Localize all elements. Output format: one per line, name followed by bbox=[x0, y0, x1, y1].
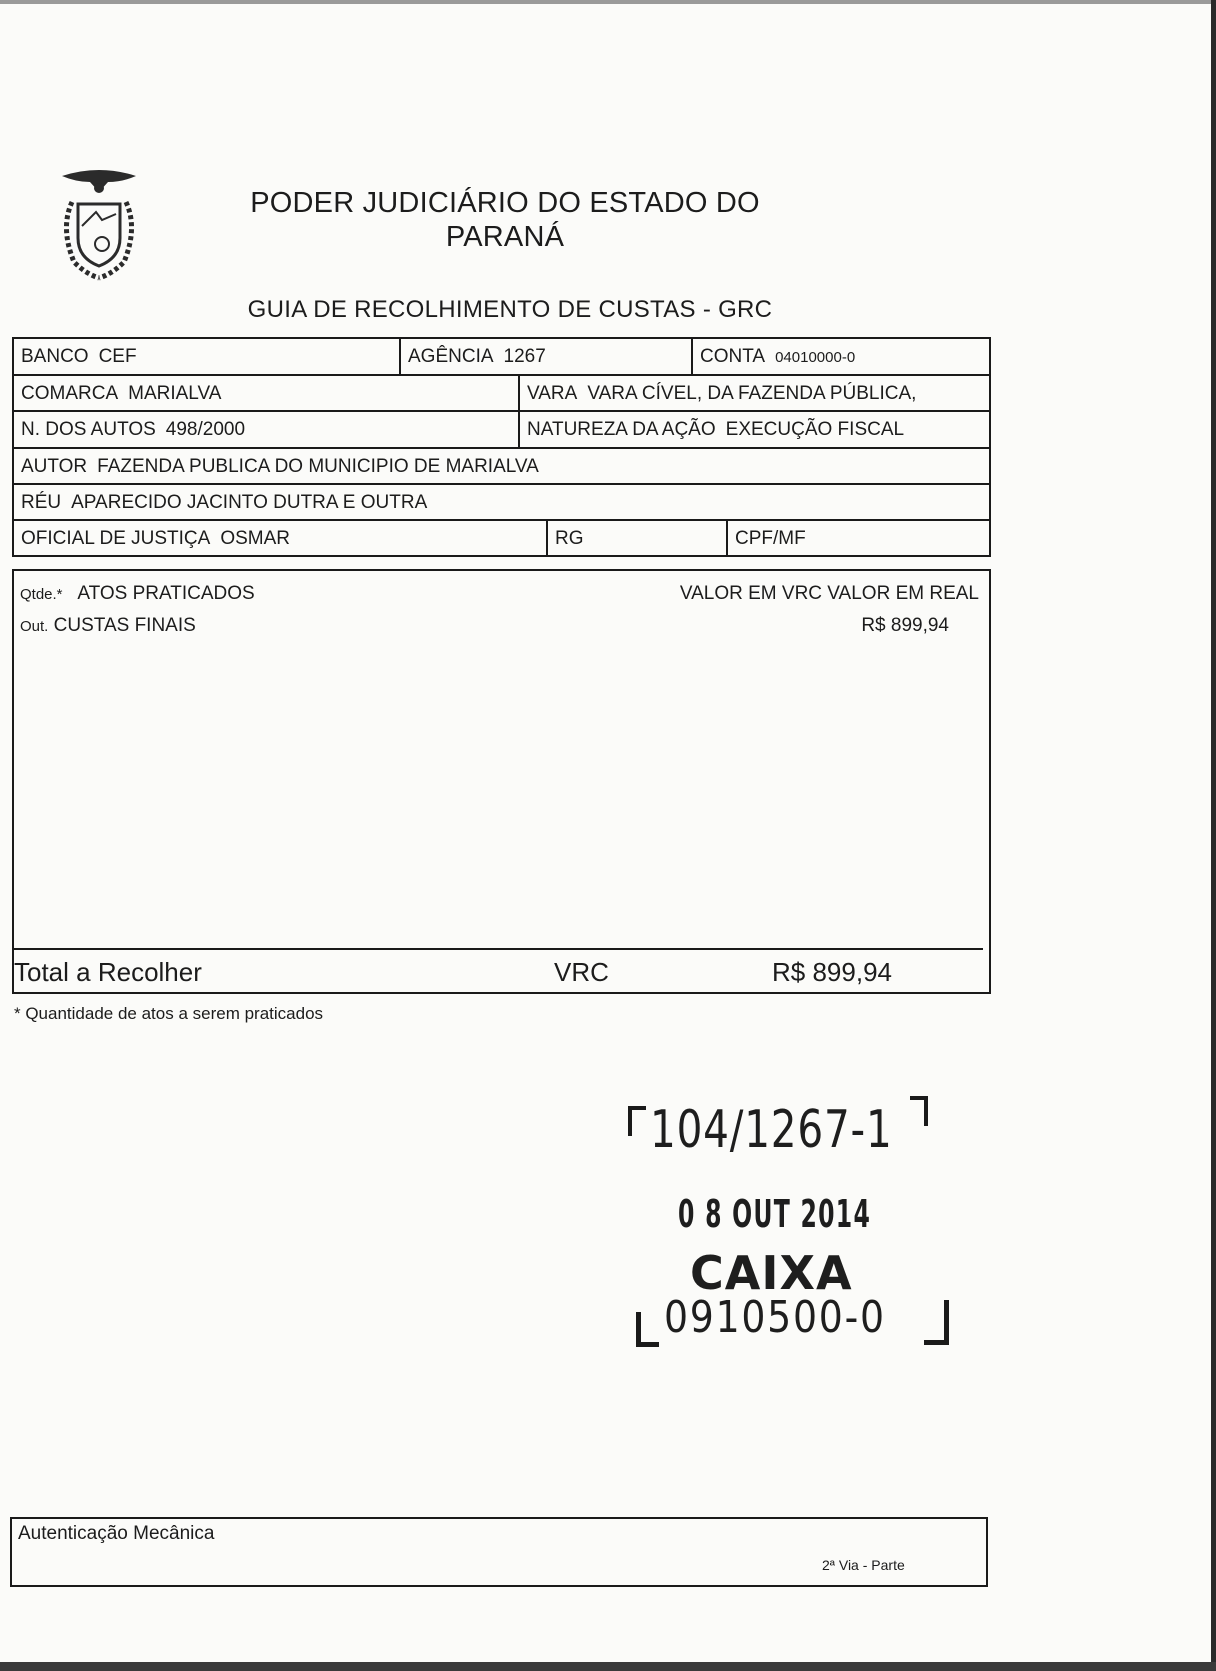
caixa-logo: CAIXA bbox=[690, 1246, 853, 1300]
account-label: CONTA bbox=[700, 346, 766, 367]
reu-cell bbox=[14, 485, 989, 519]
acts-header-left bbox=[20, 583, 255, 605]
account-value: 04010000-0 bbox=[775, 349, 856, 366]
account-cell bbox=[691, 339, 989, 374]
scan-bottom-edge bbox=[0, 1662, 1216, 1671]
document-title bbox=[220, 186, 790, 254]
autor-value: FAZENDA PUBLICA DO MUNICIPIO DE MARIALVA bbox=[97, 456, 539, 477]
authentication-label: Autenticação Mecânica bbox=[18, 1523, 215, 1544]
acts-header: ATOS PRATICADOS bbox=[77, 583, 255, 604]
autos-value: 498/2000 bbox=[165, 419, 246, 440]
authentication-box bbox=[10, 1517, 988, 1587]
comarca-row bbox=[14, 376, 989, 412]
stamp-bracket-bottom-left bbox=[636, 1312, 659, 1347]
title-line-2: PARANÁ bbox=[445, 221, 565, 253]
via-label: 2ª Via - Parte bbox=[822, 1557, 905, 1573]
total-divider bbox=[14, 948, 983, 950]
rg-label: RG bbox=[555, 528, 584, 549]
bank-label: BANCO bbox=[21, 346, 89, 367]
natureza-label: NATUREZA DA AÇÃO bbox=[527, 419, 716, 440]
bank-row bbox=[14, 339, 989, 376]
total-value: R$ 899,94 bbox=[772, 957, 892, 987]
act-value: R$ 899,94 bbox=[861, 615, 949, 636]
vara-label: VARA bbox=[527, 383, 578, 404]
autor-cell bbox=[14, 449, 989, 483]
comarca-cell bbox=[14, 376, 518, 410]
act-item-row bbox=[20, 615, 196, 637]
values-header: VALOR EM VRC VALOR EM REAL bbox=[679, 583, 979, 604]
autos-cell bbox=[14, 412, 518, 447]
qty-header: Qtde.* bbox=[20, 586, 63, 603]
scan-top-edge bbox=[0, 0, 1216, 4]
act-qty: Out. bbox=[20, 618, 49, 635]
reu-row bbox=[14, 485, 989, 521]
act-description: CUSTAS FINAIS bbox=[53, 615, 196, 636]
case-info-table bbox=[12, 337, 991, 557]
total-label: Total a Recolher bbox=[14, 957, 202, 987]
parana-coat-of-arms-icon bbox=[52, 168, 146, 284]
vara-cell bbox=[518, 376, 989, 410]
footnote: * Quantidade de atos a serem praticados bbox=[14, 1004, 324, 1023]
stamp-number: 104/1267-1 bbox=[650, 1100, 893, 1160]
title-line-1: PODER JUDICIÁRIO DO ESTADO DO bbox=[250, 187, 760, 219]
bank-value: CEF bbox=[98, 346, 137, 367]
stamp-bracket-top-left bbox=[628, 1106, 646, 1136]
reu-label: RÉU bbox=[21, 492, 62, 513]
comarca-label: COMARCA bbox=[21, 383, 119, 404]
bank-cell bbox=[14, 339, 399, 374]
stamp-date: 0 8 OUT 2014 bbox=[678, 1192, 872, 1236]
stamp-code: 0910500-0 bbox=[664, 1292, 886, 1343]
stamp-bracket-top-right bbox=[910, 1096, 928, 1126]
cpf-cell bbox=[726, 521, 989, 555]
natureza-value: EXECUÇÃO FISCAL bbox=[725, 419, 905, 440]
vara-value: VARA CÍVEL, DA FAZENDA PÚBLICA, bbox=[587, 383, 917, 404]
oficial-cell bbox=[14, 521, 546, 555]
reu-value: APARECIDO JACINTO DUTRA E OUTRA bbox=[71, 492, 428, 513]
document-subtitle: GUIA DE RECOLHIMENTO DE CUSTAS - GRC bbox=[247, 296, 773, 323]
agency-value: 1267 bbox=[503, 346, 546, 367]
scan-right-edge bbox=[1211, 0, 1216, 1671]
total-vrc-label: VRC bbox=[554, 957, 609, 987]
oficial-label: OFICIAL DE JUSTIÇA bbox=[21, 528, 211, 549]
natureza-cell bbox=[518, 412, 989, 447]
autos-row bbox=[14, 412, 989, 449]
autos-label: N. DOS AUTOS bbox=[21, 419, 156, 440]
agency-cell bbox=[399, 339, 691, 374]
oficial-value: OSMAR bbox=[220, 528, 291, 549]
stamp-bracket-bottom-right bbox=[924, 1300, 949, 1345]
oficial-row bbox=[14, 521, 989, 555]
rg-cell bbox=[546, 521, 726, 555]
acts-table bbox=[12, 569, 991, 994]
autor-label: AUTOR bbox=[21, 456, 88, 477]
cpf-label: CPF/MF bbox=[735, 528, 806, 549]
agency-label: AGÊNCIA bbox=[408, 346, 494, 367]
comarca-value: MARIALVA bbox=[128, 383, 222, 404]
autor-row bbox=[14, 449, 989, 485]
